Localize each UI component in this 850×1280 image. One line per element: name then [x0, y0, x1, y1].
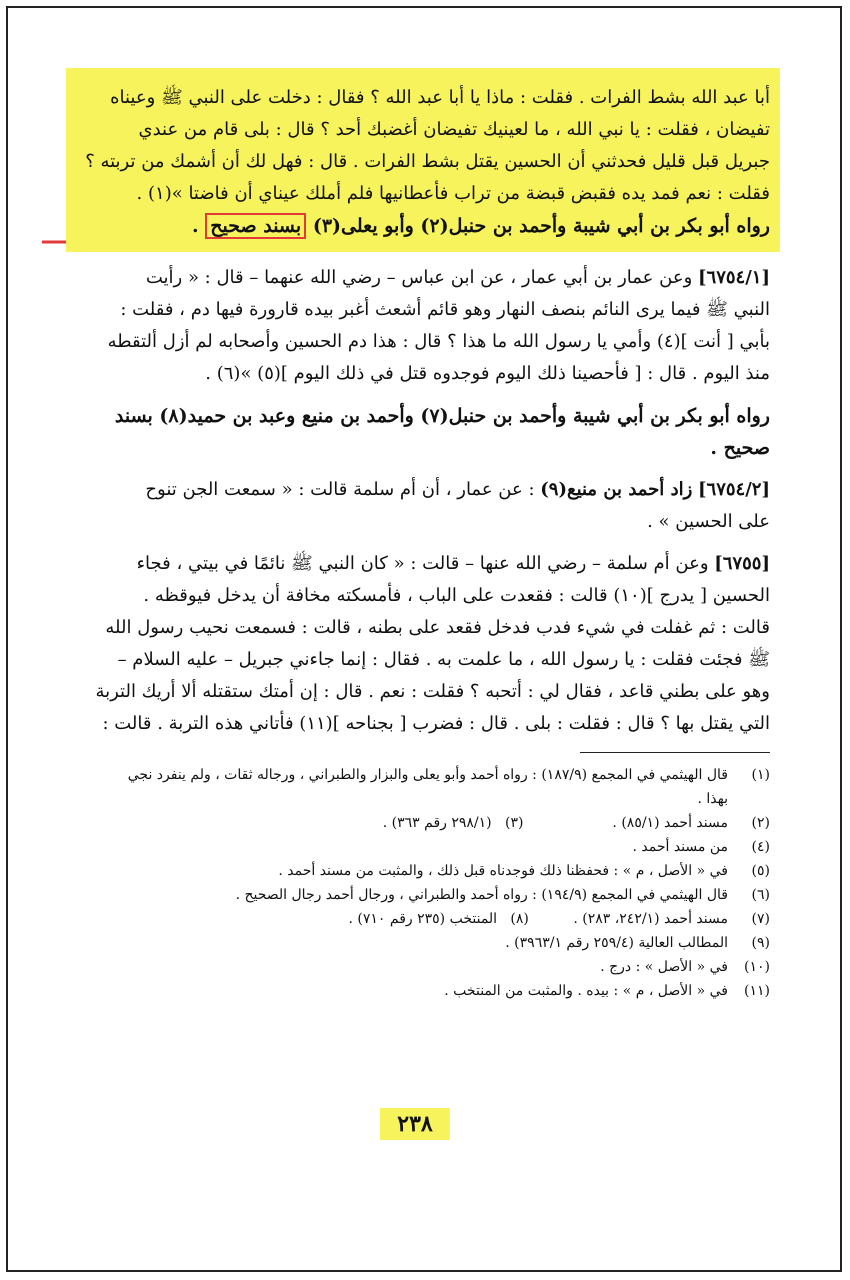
text-line: الحسين [ يدرج ](١٠) قالت : فقعدت على الباب ، فأمسكته مخافة أن يدخل فيوقظه .: [143, 585, 770, 606]
footnote-item: (٩)المطالب العالية (٢٥٩/٤ رقم ٣٩٦٣/١) .: [505, 935, 770, 951]
footnote-item: (٧)مسند أحمد (٢٤٢/١، ٢٨٣) . (٨) المنتخب (٢٣٥ رقم ٧١٠) .: [348, 911, 770, 927]
text-line: النبي ﷺ فيما يرى النائم بنصف النهار وهو قائم أشعث أغبر بيده قارورة فيها دم ، فقلت :: [120, 299, 770, 320]
hadith-number: [٦٧٥٤/١]: [698, 267, 770, 288]
bold-text: زاد أحمد بن منيع(٩): [540, 479, 693, 500]
text-line: التي يقتل بها ؟ قال : فقلت : بلى . قال : فضرب [ بجناحه ](١١) فأتاني هذه التربة . قالت :: [102, 713, 770, 734]
footnote-item: (٦)قال الهيثمي في المجمع (١٩٤/٩) : رواه أحمد والطبراني ، ورجال أحمد رجال الصحيح .: [235, 887, 770, 903]
text-line: قالت : ثم غفلت في شيء فدب فدخل فقعد على بطنه ، قالت : فسمعت نحيب رسول الله: [105, 617, 770, 638]
narration-text: رواه أبو بكر بن أبي شيبة وأحمد بن حنبل(٢) وأبو يعلى(٣): [312, 215, 770, 237]
text-line: على الحسين » .: [647, 511, 770, 532]
footnote-item: (١٠)في « الأصل » : درج .: [600, 959, 770, 975]
highlighted-passage: [66, 68, 780, 252]
text-line: منذ اليوم . قال : [ فأحصينا ذلك اليوم فوجدوه قتل في ذلك اليوم ](٥) »(٦) .: [205, 363, 770, 384]
text-line: [70, 262, 770, 294]
footnote-divider: [580, 752, 770, 753]
text-line: أبا عبد الله بشط الفرات . فقلت : ماذا يا أبا عبد الله ؟ فقال : دخلت على النبي ﷺ وعيناه: [110, 87, 770, 108]
footnotes: [70, 763, 770, 1003]
footnote-item: (٢)مسند أحمد (٨٥/١) . (٣) (٢٩٨/١ رقم ٣٦٣) .: [382, 815, 770, 831]
hadith-number: [٦٧٥٥]: [714, 553, 770, 574]
text-line: فقلت : نعم فمد يده فقبض قبضة من تراب فأعطانيها فلم أملك عيناي أن فاضتا »(١) .: [136, 183, 770, 204]
hadith-6754-2: [70, 474, 770, 538]
text-line: وهو على بطني قاعد ، فقال لي : أتحبه ؟ فقلت : نعم . قال : إن أمتك ستقتله ألا أريك التربة: [95, 681, 770, 702]
footnote-item: (٤)من مسند أحمد .: [632, 839, 770, 855]
text-span: وعن أم سلمة – رضي الله عنها – قالت : « كان النبي ﷺ نائمًا في بيتي ، فجاء: [136, 553, 709, 574]
footnote-item: بهذا .: [697, 791, 728, 807]
footnote-item: (١)قال الهيثمي في المجمع (١٨٧/٩) : رواه أحمد وأبو يعلى والبزار والطبراني ، ورجاله ثقات ، ولم ينفرد نجي: [127, 767, 770, 783]
narration-line: رواه أبو بكر بن أبي شيبة وأحمد بن حنبل(٢) وأبو يعلى(٣) بسند صحيح .: [191, 215, 770, 237]
text-line: [70, 548, 770, 580]
text-line: تفيضان ، فقلت : يا نبي الله ، ما لعينيك تفيضان أغضبك أحد ؟ قال : بلى قام من عندي: [138, 119, 770, 140]
hadith-6755: [70, 548, 770, 740]
hadith-6754-1: [70, 262, 770, 390]
narration-line: رواه أبو بكر بن أبي شيبة وأحمد بن حنبل(٧) وأحمد بن منيع وعبد بن حميد(٨) بسند: [114, 405, 770, 427]
footnote-item: (١١)في « الأصل ، م » : بيده . والمثبت من المنتخب .: [444, 983, 770, 999]
text-line: ﷺ فجئت فقلت : يا رسول الله ، ما علمت به . فقال : إنما جاءني جبريل – عليه السلام –: [117, 649, 770, 670]
hadith-number: [٦٧٥٤/٢]: [698, 479, 770, 500]
text-span: وعن عمار بن أبي عمار ، عن ابن عباس – رضي الله عنهما – قال : « رأيت: [145, 267, 693, 288]
text-line: بأبي [ أنت ](٤) وأمي يا رسول الله ما هذا ؟ قال : هذا دم الحسين وأصحابه لم أزل ألتقطه: [107, 331, 770, 352]
text-line: جبريل قبل قليل فحدثني أن الحسين يقتل بشط الفرات . قال : فهل لك أن أشمك من تربته ؟: [85, 151, 770, 172]
text-line: [70, 474, 770, 506]
narration-block: [70, 400, 770, 464]
page-number: ٢٣٨: [380, 1108, 450, 1140]
narration-line: صحيح .: [710, 437, 770, 459]
sanad-boxed: بسند صحيح: [205, 213, 306, 239]
footnote-item: (٥)في « الأصل ، م » : فحفظنا ذلك فوجدناه قبل ذلك ، والمثبت من مسند أحمد .: [278, 863, 770, 879]
text-span: : عن عمار ، أن أم سلمة قالت : « سمعت الجن تنوح: [145, 479, 535, 500]
document-page: [70, 68, 770, 1003]
